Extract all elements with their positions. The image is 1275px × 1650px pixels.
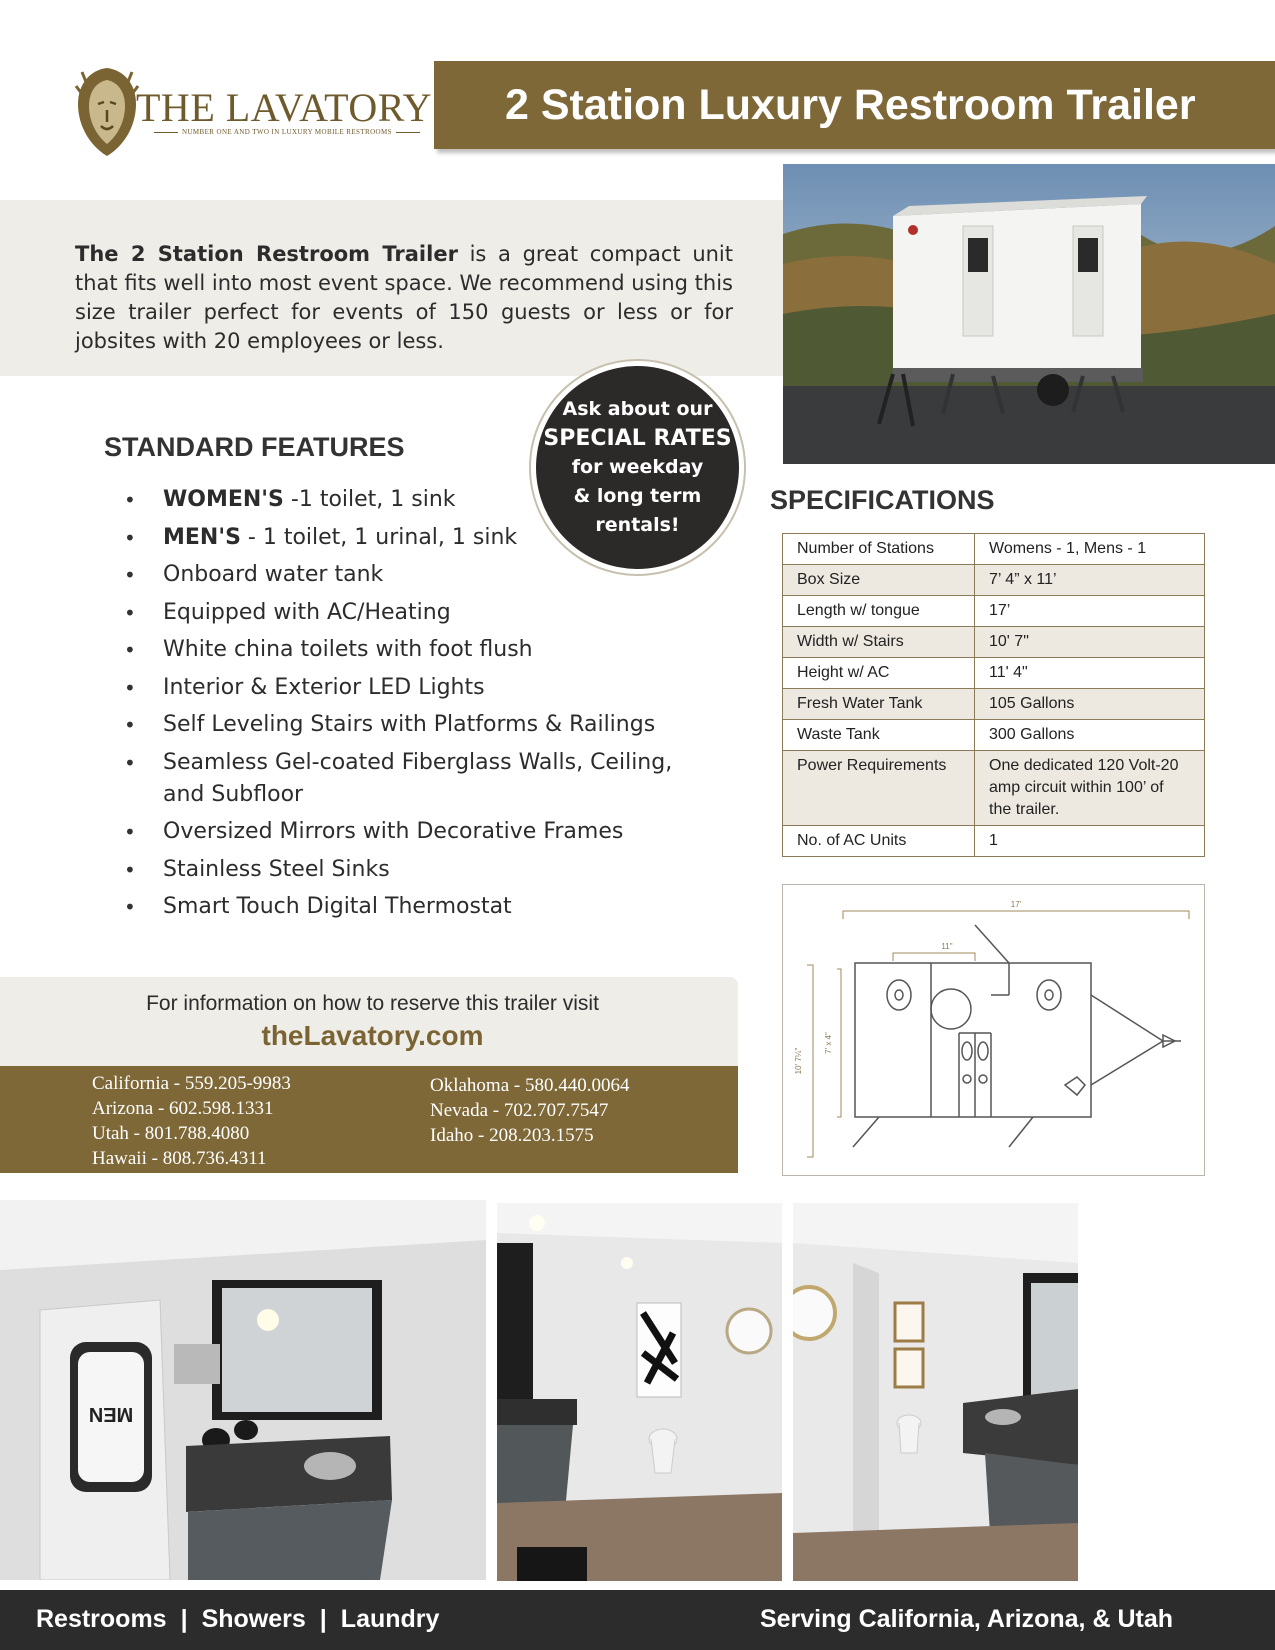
spec-value: 17’ bbox=[975, 596, 1205, 627]
table-row bbox=[783, 596, 1205, 627]
spec-label: Waste Tank bbox=[783, 720, 975, 751]
phone-number: Utah - 801.788.4080 bbox=[92, 1123, 250, 1144]
spec-label: Fresh Water Tank bbox=[783, 689, 975, 720]
list-item bbox=[124, 522, 704, 554]
footer-separator: | bbox=[319, 1605, 327, 1633]
badge-line: for weekday bbox=[571, 456, 704, 478]
page-title: 2 Station Luxury Restroom Trailer bbox=[505, 80, 1196, 129]
footer-service: Laundry bbox=[340, 1605, 440, 1633]
spec-value: 105 Gallons bbox=[975, 689, 1205, 720]
feature-bold: WOMEN'S bbox=[163, 487, 284, 512]
footer-service: Restrooms bbox=[36, 1605, 167, 1633]
phone-number: California - 559.205-9983 bbox=[92, 1073, 291, 1094]
table-row bbox=[783, 565, 1205, 596]
badge-line: & long term bbox=[573, 485, 702, 507]
table-row bbox=[783, 689, 1205, 720]
interior-photo-mens bbox=[0, 1200, 486, 1580]
logo-tagline: NUMBER ONE AND TWO IN LUXURY MOBILE RESTROOMS bbox=[150, 128, 424, 136]
feature-text: - 1 toilet, 1 urinal, 1 sink bbox=[240, 524, 518, 550]
phone-number: Oklahoma - 580.440.0064 bbox=[430, 1075, 630, 1096]
phone-list-left bbox=[92, 1071, 291, 1171]
door-sign-text: MEN bbox=[88, 1403, 134, 1425]
specifications-heading: SPECIFICATIONS bbox=[770, 485, 995, 515]
intro-text bbox=[75, 240, 733, 356]
list-item bbox=[124, 747, 704, 811]
badge-line: rentals! bbox=[595, 514, 680, 536]
list-item bbox=[124, 559, 704, 591]
spec-label: Width w/ Stairs bbox=[783, 627, 975, 658]
spec-value: 10' 7" bbox=[975, 627, 1205, 658]
logo bbox=[72, 64, 433, 160]
plan-dimension-box-length: 11" bbox=[941, 942, 953, 951]
spec-value: 1 bbox=[975, 826, 1205, 857]
list-item bbox=[124, 672, 704, 704]
feature-text: Seamless Gel-coated Fiberglass Walls, Ceiling, and Subfloor bbox=[163, 749, 673, 807]
spec-value: Womens - 1, Mens - 1 bbox=[975, 534, 1205, 565]
list-item bbox=[124, 891, 704, 923]
phone-number: Idaho - 208.203.1575 bbox=[430, 1125, 594, 1146]
specifications-table bbox=[782, 533, 1205, 857]
table-row bbox=[783, 720, 1205, 751]
feature-text: Stainless Steel Sinks bbox=[163, 856, 390, 882]
spec-label: Height w/ AC bbox=[783, 658, 975, 689]
plan-dimension-length: 17' bbox=[1010, 900, 1022, 909]
badge-line: Ask about our bbox=[562, 398, 713, 420]
spec-value: 11' 4" bbox=[975, 658, 1205, 689]
list-item bbox=[124, 816, 704, 848]
list-item bbox=[124, 709, 704, 741]
interior-photo-toilet bbox=[497, 1203, 782, 1581]
phone-list-right bbox=[430, 1073, 629, 1148]
floor-plan bbox=[782, 884, 1205, 1176]
footer-service-area: Serving California, Arizona, & Utah bbox=[759, 1605, 1173, 1633]
spec-label: Power Requirements bbox=[783, 751, 975, 826]
phone-number: Nevada - 702.707.7547 bbox=[430, 1100, 609, 1121]
feature-text: Self Leveling Stairs with Platforms & Railings bbox=[163, 712, 656, 737]
spec-label: No. of AC Units bbox=[783, 826, 975, 857]
phone-number: Hawaii - 808.736.4311 bbox=[92, 1148, 267, 1169]
list-item bbox=[124, 484, 704, 516]
features-heading: STANDARD FEATURES bbox=[104, 432, 405, 462]
table-row bbox=[783, 627, 1205, 658]
feature-text: Onboard water tank bbox=[163, 562, 384, 587]
list-item bbox=[124, 597, 704, 629]
intro-lead: The 2 Station Restroom Trailer bbox=[75, 242, 458, 266]
table-row bbox=[783, 658, 1205, 689]
feature-text: Interior & Exterior LED Lights bbox=[163, 674, 485, 700]
footer-separator: | bbox=[180, 1605, 188, 1633]
spec-value: 7’ 4” x 11’ bbox=[975, 565, 1205, 596]
feature-text: Smart Touch Digital Thermostat bbox=[163, 894, 512, 919]
features-list bbox=[124, 484, 704, 929]
list-item bbox=[124, 634, 704, 666]
plan-dimension-width: 10' 7¼" bbox=[794, 1047, 803, 1075]
interior-photo-womens bbox=[793, 1203, 1078, 1581]
website-link[interactable]: theLavatory.com bbox=[261, 1020, 484, 1051]
table-row bbox=[783, 826, 1205, 857]
spec-value: One dedicated 120 Volt-20 amp circuit within 100’ of the trailer. bbox=[975, 751, 1205, 826]
spec-label: Length w/ tongue bbox=[783, 596, 975, 627]
spec-label: Box Size bbox=[783, 565, 975, 596]
table-row bbox=[783, 751, 1205, 826]
feature-bold: MEN'S bbox=[163, 524, 241, 550]
lion-logo-icon bbox=[72, 64, 142, 158]
feature-text: White china toilets with foot flush bbox=[163, 637, 533, 662]
trailer-photo bbox=[783, 164, 1275, 464]
footer-services bbox=[36, 1605, 439, 1634]
feature-text: Oversized Mirrors with Decorative Frames bbox=[163, 819, 624, 844]
plan-dimension-box-width: 7' x 4" bbox=[824, 1032, 833, 1054]
logo-title: THE LAVATORY bbox=[136, 85, 433, 130]
phone-number: Arizona - 602.598.1331 bbox=[92, 1098, 274, 1119]
feature-text: Equipped with AC/Heating bbox=[163, 599, 451, 625]
footer-service: Showers bbox=[201, 1605, 306, 1633]
spec-label: Number of Stations bbox=[783, 534, 975, 565]
intro-body: is a great compact unit that fits well into most event space. We recommend using this size trailer perfect for events of 150 guests or less or for jobsites with 20 employees or less. bbox=[75, 242, 734, 353]
badge-line-highlight: SPECIAL RATES bbox=[543, 426, 732, 451]
reserve-text: For information on how to reserve this trailer visit bbox=[146, 992, 599, 1015]
title-banner bbox=[434, 61, 1275, 149]
spec-value: 300 Gallons bbox=[975, 720, 1205, 751]
table-row bbox=[783, 534, 1205, 565]
feature-text: -1 toilet, 1 sink bbox=[283, 487, 456, 512]
list-item bbox=[124, 854, 704, 886]
